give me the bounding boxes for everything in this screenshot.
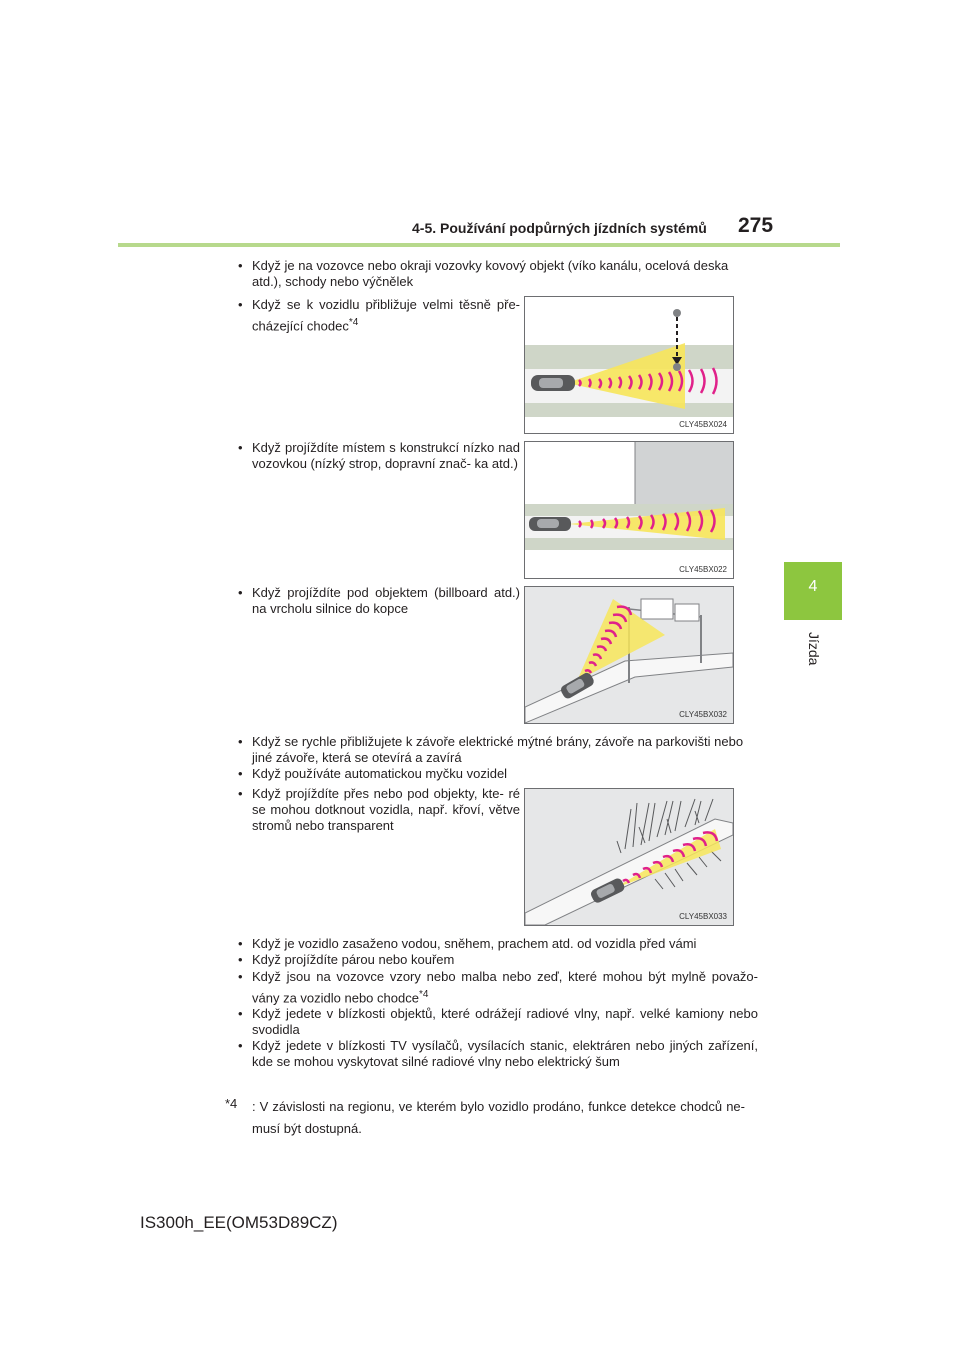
footnote xyxy=(225,1096,745,1140)
list-item xyxy=(238,786,520,834)
item-text: Když projíždíte pod objektem (billboard atd.) na vrcholu silnice do kopce xyxy=(252,585,520,616)
figure-pedestrian xyxy=(524,296,734,434)
chapter-tab xyxy=(784,562,842,620)
section-title: 4-5. Používání podpůrných jízdních systémů xyxy=(412,220,707,236)
figure-pedestrian-illustration xyxy=(525,297,733,433)
footnote-ref: *4 xyxy=(418,989,429,1000)
figure-code: CLY45BX033 xyxy=(679,912,727,921)
item-text: Když se rychle přibližujete k závoře elektrické mýtné brány, závoře na parkovišti nebo jiné závoře, která se otevírá a zavírá xyxy=(252,734,744,765)
figure-low-structure-illustration xyxy=(525,442,733,578)
item-text: Když používáte automatickou myčku vozidel xyxy=(252,766,508,781)
item-text: Když projíždíte přes nebo pod objekty, kte- ré se mohou dotknout vozidla, např. křoví, větve stromů nebo transparent xyxy=(252,786,520,833)
item-text: Když se k vozidlu přibližuje velmi těsně pře- cházející chodec xyxy=(252,297,520,334)
header-divider xyxy=(118,243,840,247)
chapter-label: Jízda xyxy=(806,632,822,666)
figure-billboard-illustration xyxy=(525,587,733,723)
list-item xyxy=(238,734,758,766)
list-item xyxy=(238,440,520,472)
list-item xyxy=(238,766,758,782)
item-text: Když jedete v blízkosti TV vysílačů, vysílacích stanic, elektráren nebo jiných zařízení, kde se mohou vyskytovat silné radiové vlny nebo elektrický šum xyxy=(252,1038,758,1069)
item-text: Když je na vozovce nebo okraji vozovky kovový objekt (víko kanálu, ocelová deska atd.), schody nebo výčnělek xyxy=(252,258,729,289)
footnote-ref: *4 xyxy=(348,317,359,328)
item-text: Když jedete v blízkosti objektů, které odrážejí radiové vlny, např. velké kamiony nebo svodidla xyxy=(252,1006,758,1037)
figure-billboard xyxy=(524,586,734,724)
figure-bushes-illustration xyxy=(525,789,733,925)
page-number: 275 xyxy=(738,214,774,237)
item-text: Když jsou na vozovce vzory nebo malba nebo zeď, které mohou být mylně považo- vány za vozidlo nebo chodce xyxy=(252,969,758,1006)
figure-code: CLY45BX022 xyxy=(679,565,727,574)
list-item xyxy=(238,258,758,290)
chapter-number: 4 xyxy=(808,578,818,595)
list-item xyxy=(238,1038,758,1070)
figure-bushes xyxy=(524,788,734,926)
list-item xyxy=(238,968,758,1007)
list-item xyxy=(238,585,520,617)
list-item xyxy=(238,952,758,968)
figure-code: CLY45BX024 xyxy=(679,420,727,429)
item-text: Když projíždíte místem s konstrukcí nízko nad vozovkou (nízký strop, dopravní znač- ka atd.) xyxy=(252,440,520,471)
item-text: Když je vozidlo zasaženo vodou, sněhem, prachem atd. od vozidla před vámi xyxy=(252,936,697,951)
figure-code: CLY45BX032 xyxy=(679,710,727,719)
model-code: IS300h_EE(OM53D89CZ) xyxy=(140,1213,338,1232)
list-item xyxy=(238,1006,758,1038)
list-item xyxy=(238,936,758,952)
item-text: Když projíždíte párou nebo kouřem xyxy=(252,952,455,967)
footnote-text: : V závislosti na regionu, ve kterém bylo vozidlo prodáno, funkce detekce chodců ne- musí být dostupná. xyxy=(252,1099,745,1136)
footnote-mark: *4 xyxy=(225,1096,238,1111)
figure-low-structure xyxy=(524,441,734,579)
list-item xyxy=(238,296,520,335)
